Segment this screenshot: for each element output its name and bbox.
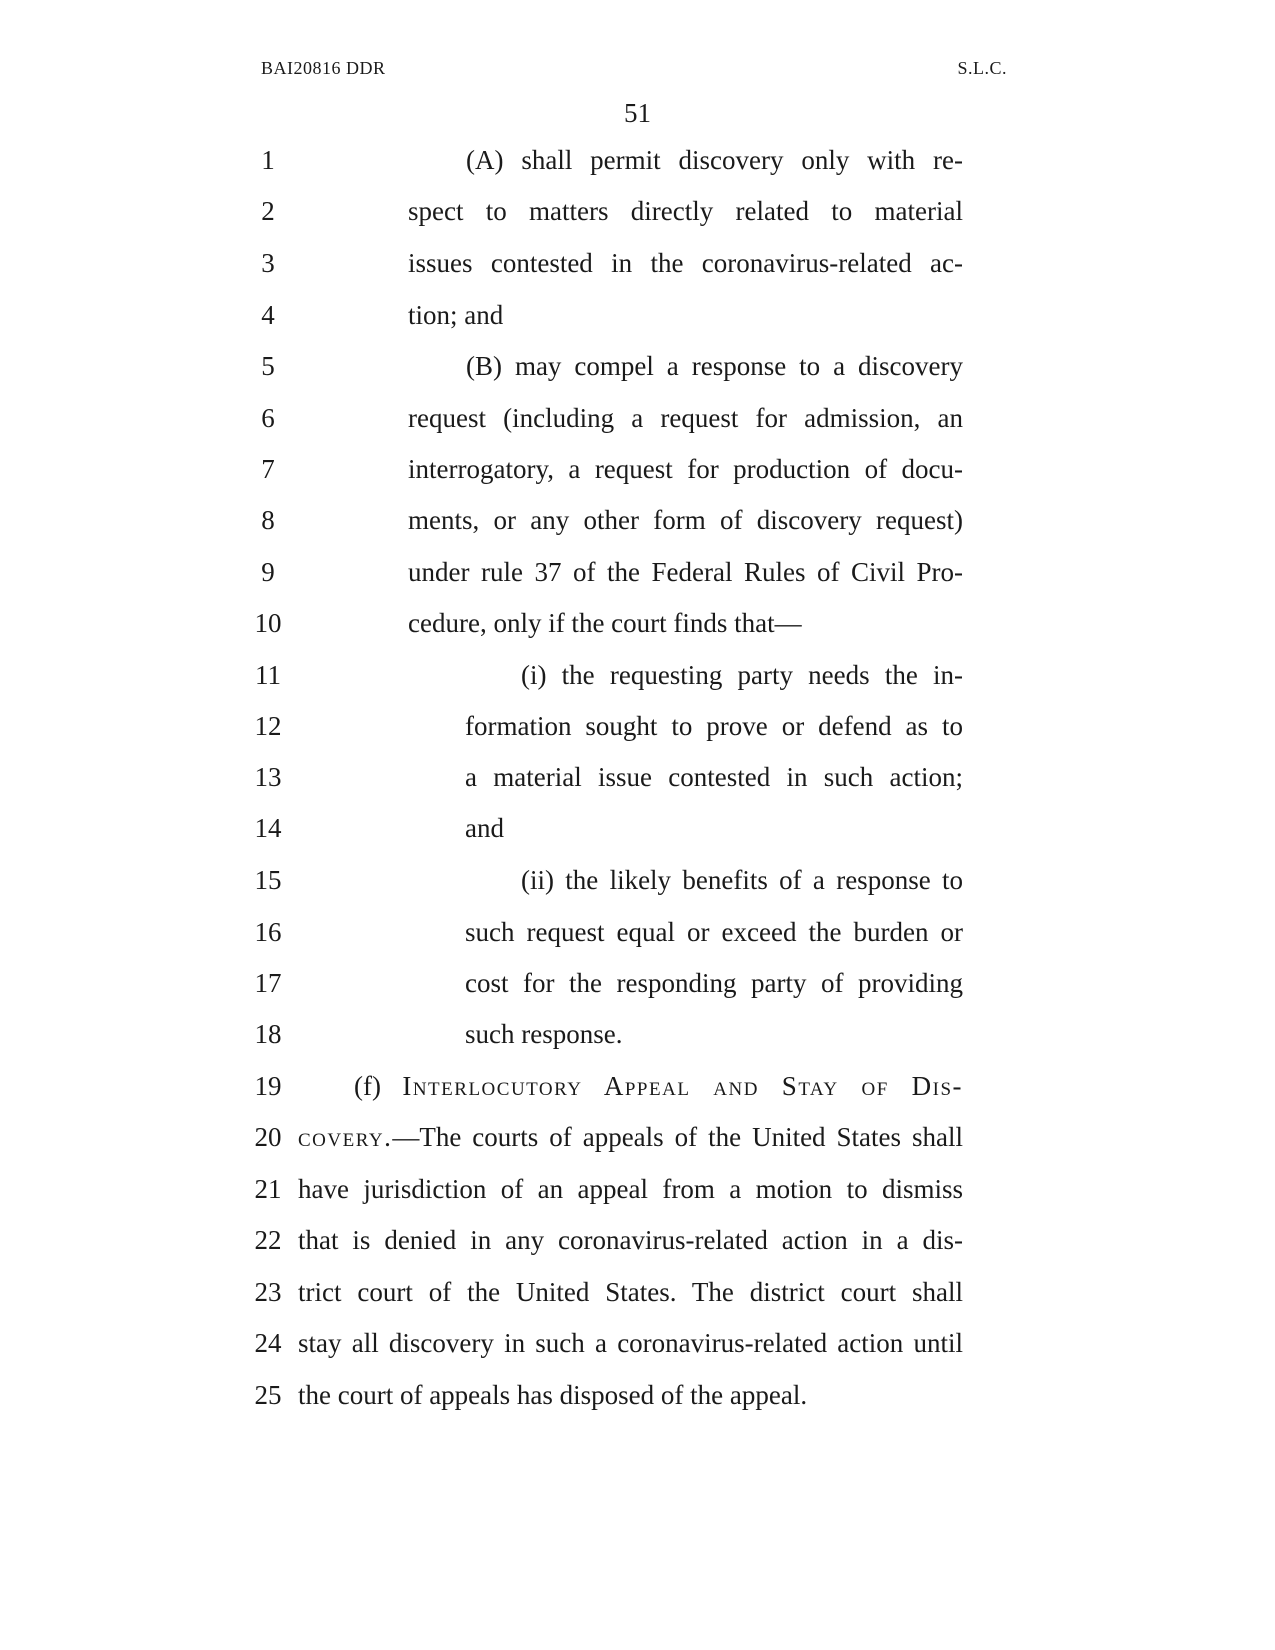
text-line	[0, 1066, 1275, 1106]
text-line	[0, 552, 1275, 592]
line-number: 7	[261, 454, 275, 484]
text-line	[0, 295, 1275, 335]
line-number: 17	[254, 968, 282, 998]
line-number: 15	[254, 865, 282, 895]
text-line	[0, 1220, 1275, 1260]
text-line	[0, 912, 1275, 952]
line-number: 5	[261, 351, 275, 381]
line-text: the court of appeals has disposed of the appeal.	[298, 1380, 808, 1410]
line-text: and	[465, 813, 504, 843]
line-text: request (including a request for admission, an	[408, 403, 963, 433]
line-text: (B) may compel a response to a discovery	[466, 351, 963, 381]
line-number: 21	[254, 1174, 282, 1204]
text-line	[0, 808, 1275, 848]
line-text: under rule 37 of the Federal Rules of Civil Pro-	[408, 557, 963, 587]
line-number: 12	[254, 711, 282, 741]
line-number: 16	[254, 917, 282, 947]
line-text: cost for the responding party of providing	[465, 968, 963, 998]
line-number: 3	[261, 248, 275, 278]
text-line	[0, 706, 1275, 746]
header-document-id: BAI20816 DDR	[261, 58, 386, 78]
line-number: 24	[254, 1328, 282, 1358]
section-body: —The courts of appeals of the United States shall	[392, 1122, 963, 1152]
section-heading: covery.	[298, 1122, 393, 1152]
line-number: 10	[254, 608, 282, 638]
line-text: (i) the requesting party needs the in-	[521, 660, 963, 690]
line-text: (ii) the likely benefits of a response to	[521, 865, 963, 895]
subsection-marker: (f)	[354, 1071, 403, 1101]
line-number: 2	[261, 196, 275, 226]
line-text: interrogatory, a request for production of docu-	[408, 454, 963, 484]
section-heading: Interlocutory Appeal and Stay of Dis-	[402, 1071, 963, 1101]
line-number: 9	[261, 557, 275, 587]
text-line	[0, 1014, 1275, 1054]
text-line	[0, 500, 1275, 540]
text-line	[0, 1375, 1275, 1415]
line-number: 4	[261, 300, 275, 330]
text-line	[0, 449, 1275, 489]
text-line	[0, 398, 1275, 438]
header-slc: S.L.C.	[957, 58, 1007, 78]
line-text: spect to matters directly related to material	[408, 196, 963, 226]
line-text: formation sought to prove or defend as to	[465, 711, 963, 741]
text-line	[0, 1323, 1275, 1363]
text-line	[0, 963, 1275, 1003]
line-text: (A) shall permit discovery only with re-	[466, 145, 963, 175]
text-line	[0, 860, 1275, 900]
text-line	[0, 140, 1275, 180]
line-text: trict court of the United States. The district court shall	[298, 1277, 963, 1307]
line-text: stay all discovery in such a coronavirus-related action until	[298, 1328, 963, 1358]
line-text	[298, 1117, 963, 1157]
line-number: 20	[254, 1122, 282, 1152]
line-text: issues contested in the coronavirus-related ac-	[408, 248, 963, 278]
line-text: tion; and	[408, 300, 504, 330]
text-line	[0, 1117, 1275, 1157]
text-line	[0, 243, 1275, 283]
line-text: such response.	[465, 1019, 623, 1049]
text-line	[0, 1272, 1275, 1312]
text-line	[0, 346, 1275, 386]
line-text: such request equal or exceed the burden or	[465, 917, 963, 947]
line-number: 23	[254, 1277, 282, 1307]
line-number: 11	[255, 660, 281, 690]
text-line	[0, 757, 1275, 797]
line-text: that is denied in any coronavirus-related action in a dis-	[298, 1225, 963, 1255]
line-number: 1	[261, 145, 275, 175]
line-text: have jurisdiction of an appeal from a motion to dismiss	[298, 1174, 963, 1204]
line-text: cedure, only if the court finds that—	[408, 608, 802, 638]
line-number: 6	[261, 403, 275, 433]
page-number: 51	[624, 98, 651, 128]
line-number: 14	[254, 813, 282, 843]
line-number: 13	[254, 762, 282, 792]
line-number: 19	[254, 1071, 282, 1101]
line-text	[354, 1066, 963, 1106]
text-line	[0, 603, 1275, 643]
line-number: 18	[254, 1019, 282, 1049]
line-number: 25	[254, 1380, 282, 1410]
line-number: 22	[254, 1225, 282, 1255]
line-text: ments, or any other form of discovery request)	[408, 505, 963, 535]
line-number: 8	[261, 505, 275, 535]
text-line	[0, 191, 1275, 231]
text-line	[0, 1169, 1275, 1209]
text-line	[0, 655, 1275, 695]
line-text: a material issue contested in such action;	[465, 762, 963, 792]
